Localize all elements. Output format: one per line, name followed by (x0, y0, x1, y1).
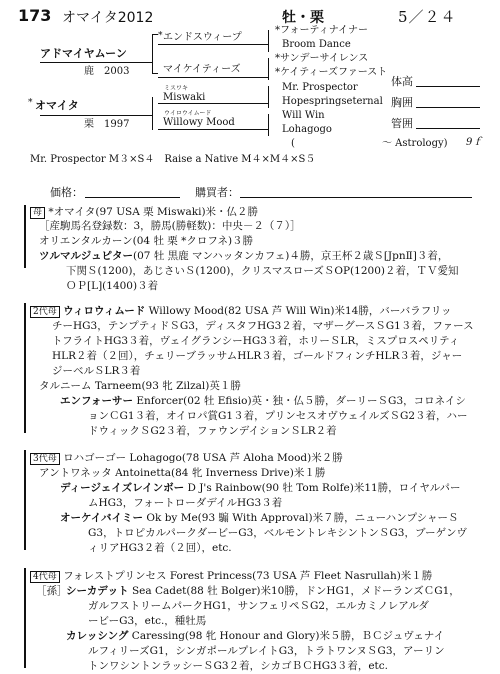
g4-horse2-line-3: トンワシントンラッシーＳG3２着，シカゴＢＣHG3３着，etc. (88, 660, 388, 672)
bracket-dam (152, 97, 153, 130)
g4-horse-line (66, 584, 460, 599)
dam-name: オマイタ (35, 99, 79, 112)
g4-head-text: フォレストプリンセス Forest Princess(73 USA 芦 Fleet Nasrullah)米１勝 (63, 570, 433, 582)
ggp-1-mark: * (275, 25, 280, 36)
lot-number: 173 (18, 6, 52, 25)
inbreeding: Mr. Prospector M３×S４ Raise a Native M４×M４×S５ (30, 154, 316, 165)
section-bar (24, 303, 26, 433)
bracket-tick (152, 34, 158, 35)
dam-dam-ruby: ウイロウイムード (164, 110, 212, 117)
section-tag: 4代母 (30, 571, 60, 583)
g3-line-1: ムHG3，フォートローダデイルHG3３着 (88, 497, 283, 509)
bracket-line (268, 30, 269, 52)
dam-sire: Miswaki (163, 92, 206, 103)
sex-color: 牡・栗 (282, 10, 324, 26)
bracket-line (158, 129, 268, 130)
section-tag: 2代母 (30, 306, 60, 318)
height-field (416, 86, 480, 87)
g4-horse2-line-2: ルフィリーズG1，シンガポールプレイトG3，トラトワンヌＳG3，アーリン (88, 645, 445, 657)
sire-name: アドマイヤムーン (40, 47, 127, 60)
g3-sub: アントワネッタ Antoinetta(84 牝 Inverness Drive)米１勝 (39, 467, 326, 479)
bracket-line (40, 62, 152, 63)
dam-sire-ruby: ミスワキ (164, 85, 189, 92)
g2-horse-name: ウィロウィムード (63, 305, 146, 317)
g3-horse2-line-3: ィリアHG3２着（２回），etc. (88, 542, 232, 554)
section-bar (24, 568, 26, 668)
bracket-line (268, 114, 269, 136)
height-label: 体高 (391, 75, 413, 88)
g2-line-2: トフライトHG3３着，ヴェイグランシーHG3３着，ホリーＳLR，ミスプロスペリティ (52, 335, 460, 347)
section-tag: 3代母 (30, 453, 60, 465)
girth-field (416, 107, 480, 108)
g4-line-2: ービーG3，etc.，種牡馬 (88, 615, 207, 627)
g4-horse-name: シーカデット (66, 585, 129, 597)
g4-line-1: ガルフストリームパークHG1，サンフェリペＳG2，エルカミノレアルダ (88, 600, 429, 612)
ggp-7: Will Win (282, 110, 325, 121)
section-bar (24, 205, 26, 268)
dam-detail: 栗 1997 (84, 119, 130, 130)
g3-head (30, 451, 343, 467)
dam-horse-line (39, 249, 448, 264)
ggp-4-mark: * (275, 67, 280, 78)
ggp-1 (275, 25, 368, 37)
g4-grand: ［孫］ (36, 585, 68, 597)
g3-horse2-rest: Ok by Me(93 騸 With Approval)米７勝，ニューハンプシャーＳ (146, 512, 459, 524)
astrology: ～ Astrology) (382, 138, 448, 149)
g2-horse2-line-2: ョンＣG1３着，オイロパ賞G1３着，プリンセスオヴウェイルズＳG2３着，ハー (88, 410, 468, 422)
g2-horse2-rest: Enforcer(02 牡 Efisio)英・独・仏５勝，ダーリーＳG3，コロネイシ (136, 395, 466, 407)
bracket-line (268, 86, 269, 108)
dam-dam: Willowy Mood (163, 117, 235, 128)
section-bar (24, 450, 26, 550)
g2-line-4: ジーベルＳLR３着 (52, 365, 141, 377)
dam-horse-line-2: 下関Ｓ(1200)，あじさいＳ(1200)，クリスマスローズＳOP(1200)２着，ＴＶ愛知 (66, 265, 459, 277)
g4-head (30, 569, 432, 585)
g2-horse2-line-3: ドウィックＳG2３着，ファウンデイションＳLR２着 (88, 425, 337, 437)
cannon-field (416, 128, 480, 129)
bracket-line (268, 58, 269, 80)
price-label: 価格： (50, 186, 83, 199)
buyer-label: 購買者： (195, 186, 239, 199)
sire-dam: マイケイティーズ (163, 64, 241, 75)
sire-sire: エンドスウィープ (163, 32, 242, 43)
g4-horse2-name: カレッシング (66, 630, 129, 642)
dam-horse-line-3: ＯＰ[L](1400)３着 (66, 280, 159, 292)
dam-line-2: ［産駒馬名登録数：3，勝馬(勝軽数)：中央－２（７）］ (39, 220, 301, 232)
g2-line-1: チーHG3，テンプティドＳG3，ディスタフHG3２着，マザーグースＳG1３着，ファース (52, 320, 474, 332)
dam-line-1-text: *オマイタ(97 USA 栗 Miswaki)米・仏２勝 (48, 206, 259, 218)
horse-name: オマイタ2012 (62, 10, 154, 26)
dam-horse-rest: (07 牡 黒鹿 マンハッタンカフェ)４勝，京王杯２歳Ｓ[JpnⅡ]３着， (133, 250, 449, 262)
g3-horse2-name: オーケイバイミー (60, 512, 144, 524)
ggp-8: Lohagogo (282, 124, 332, 135)
ggp-3-name: サンデーサイレンス (280, 53, 369, 64)
sire-detail: 鹿 2003 (84, 66, 130, 77)
bracket-line (40, 115, 152, 116)
g2-horse-rest: Willowy Mood(82 USA 芦 Will Win)米14勝，バーバラフリッ (148, 305, 452, 317)
ggp-6: Hopespringseternal (282, 96, 383, 107)
g2-sub: タルニーム Tarneem(93 牝 Zilzal)英１勝 (39, 380, 241, 392)
astrology-number: 9ｆ (466, 137, 483, 148)
bracket-tick (152, 73, 158, 74)
buyer-field (240, 197, 472, 198)
ggp-2: Broom Dance (282, 39, 351, 50)
dam-horse-name: ツルマルジュピター (39, 250, 134, 262)
bracket-line (158, 44, 268, 45)
g3-horse-rest: D J's Rainbow(90 牡 Tom Rolfe)米11勝，ロイヤルパー (187, 482, 461, 494)
ggp-1-name: フォーティナイナー (280, 25, 368, 36)
g4-horse2-line (66, 629, 444, 644)
girth-label: 胸囲 (391, 96, 413, 109)
g3-horse-name: ディージェイズレインボー (60, 482, 185, 494)
cannon-label: 管囲 (391, 117, 413, 130)
g3-horse2-line (60, 511, 458, 526)
ggp-4-name: ケイティーズファースト (280, 67, 388, 78)
g4-horse2-rest: Caressing(98 牝 Honour and Glory)米５勝，ＢＣジュヴェナイ (131, 630, 445, 642)
g2-horse2-line (60, 394, 466, 409)
section-tag: 母 (30, 207, 45, 219)
ggp-5: Mr. Prospector (282, 82, 358, 93)
bracket-sire (152, 34, 153, 74)
bracket-line (158, 77, 268, 78)
g3-horse-line (60, 481, 461, 496)
dam-line-3: オリエンタルカーン(04 牡 栗 *クロフネ)３勝 (39, 235, 254, 247)
g4-horse-rest: Sea Cadet(88 牡 Bolger)米10勝，ドンHG1，メドーランズＣG1， (131, 585, 460, 597)
ggp-4 (275, 67, 387, 79)
birthdate: 5／２４ (398, 8, 457, 26)
ggp-3-mark: * (275, 53, 280, 64)
ss-import-mark: * (158, 31, 163, 41)
g2-line-3: HLR２着（２回），チェリーブラッサムHLR３着，ゴールドフィンチHLR３着，ジャー (52, 350, 463, 362)
g3-horse2-line-2: G3，トロピカルパークダービーG3，ベルモントレキシントンＳG3，ブーゲンヴ (88, 527, 467, 539)
price-field (85, 197, 180, 198)
dam-import-mark: * (28, 98, 33, 108)
bracket-line (158, 103, 268, 104)
ggp-3 (275, 53, 368, 65)
g2-horse2-name: エンフォーサー (60, 395, 133, 407)
g3-head-text: ロハゴーゴー Lohagogo(78 USA 芦 Aloha Mood)米２勝 (63, 452, 343, 464)
astrology-open: ( (291, 138, 295, 149)
g2-horse-line (30, 304, 451, 320)
